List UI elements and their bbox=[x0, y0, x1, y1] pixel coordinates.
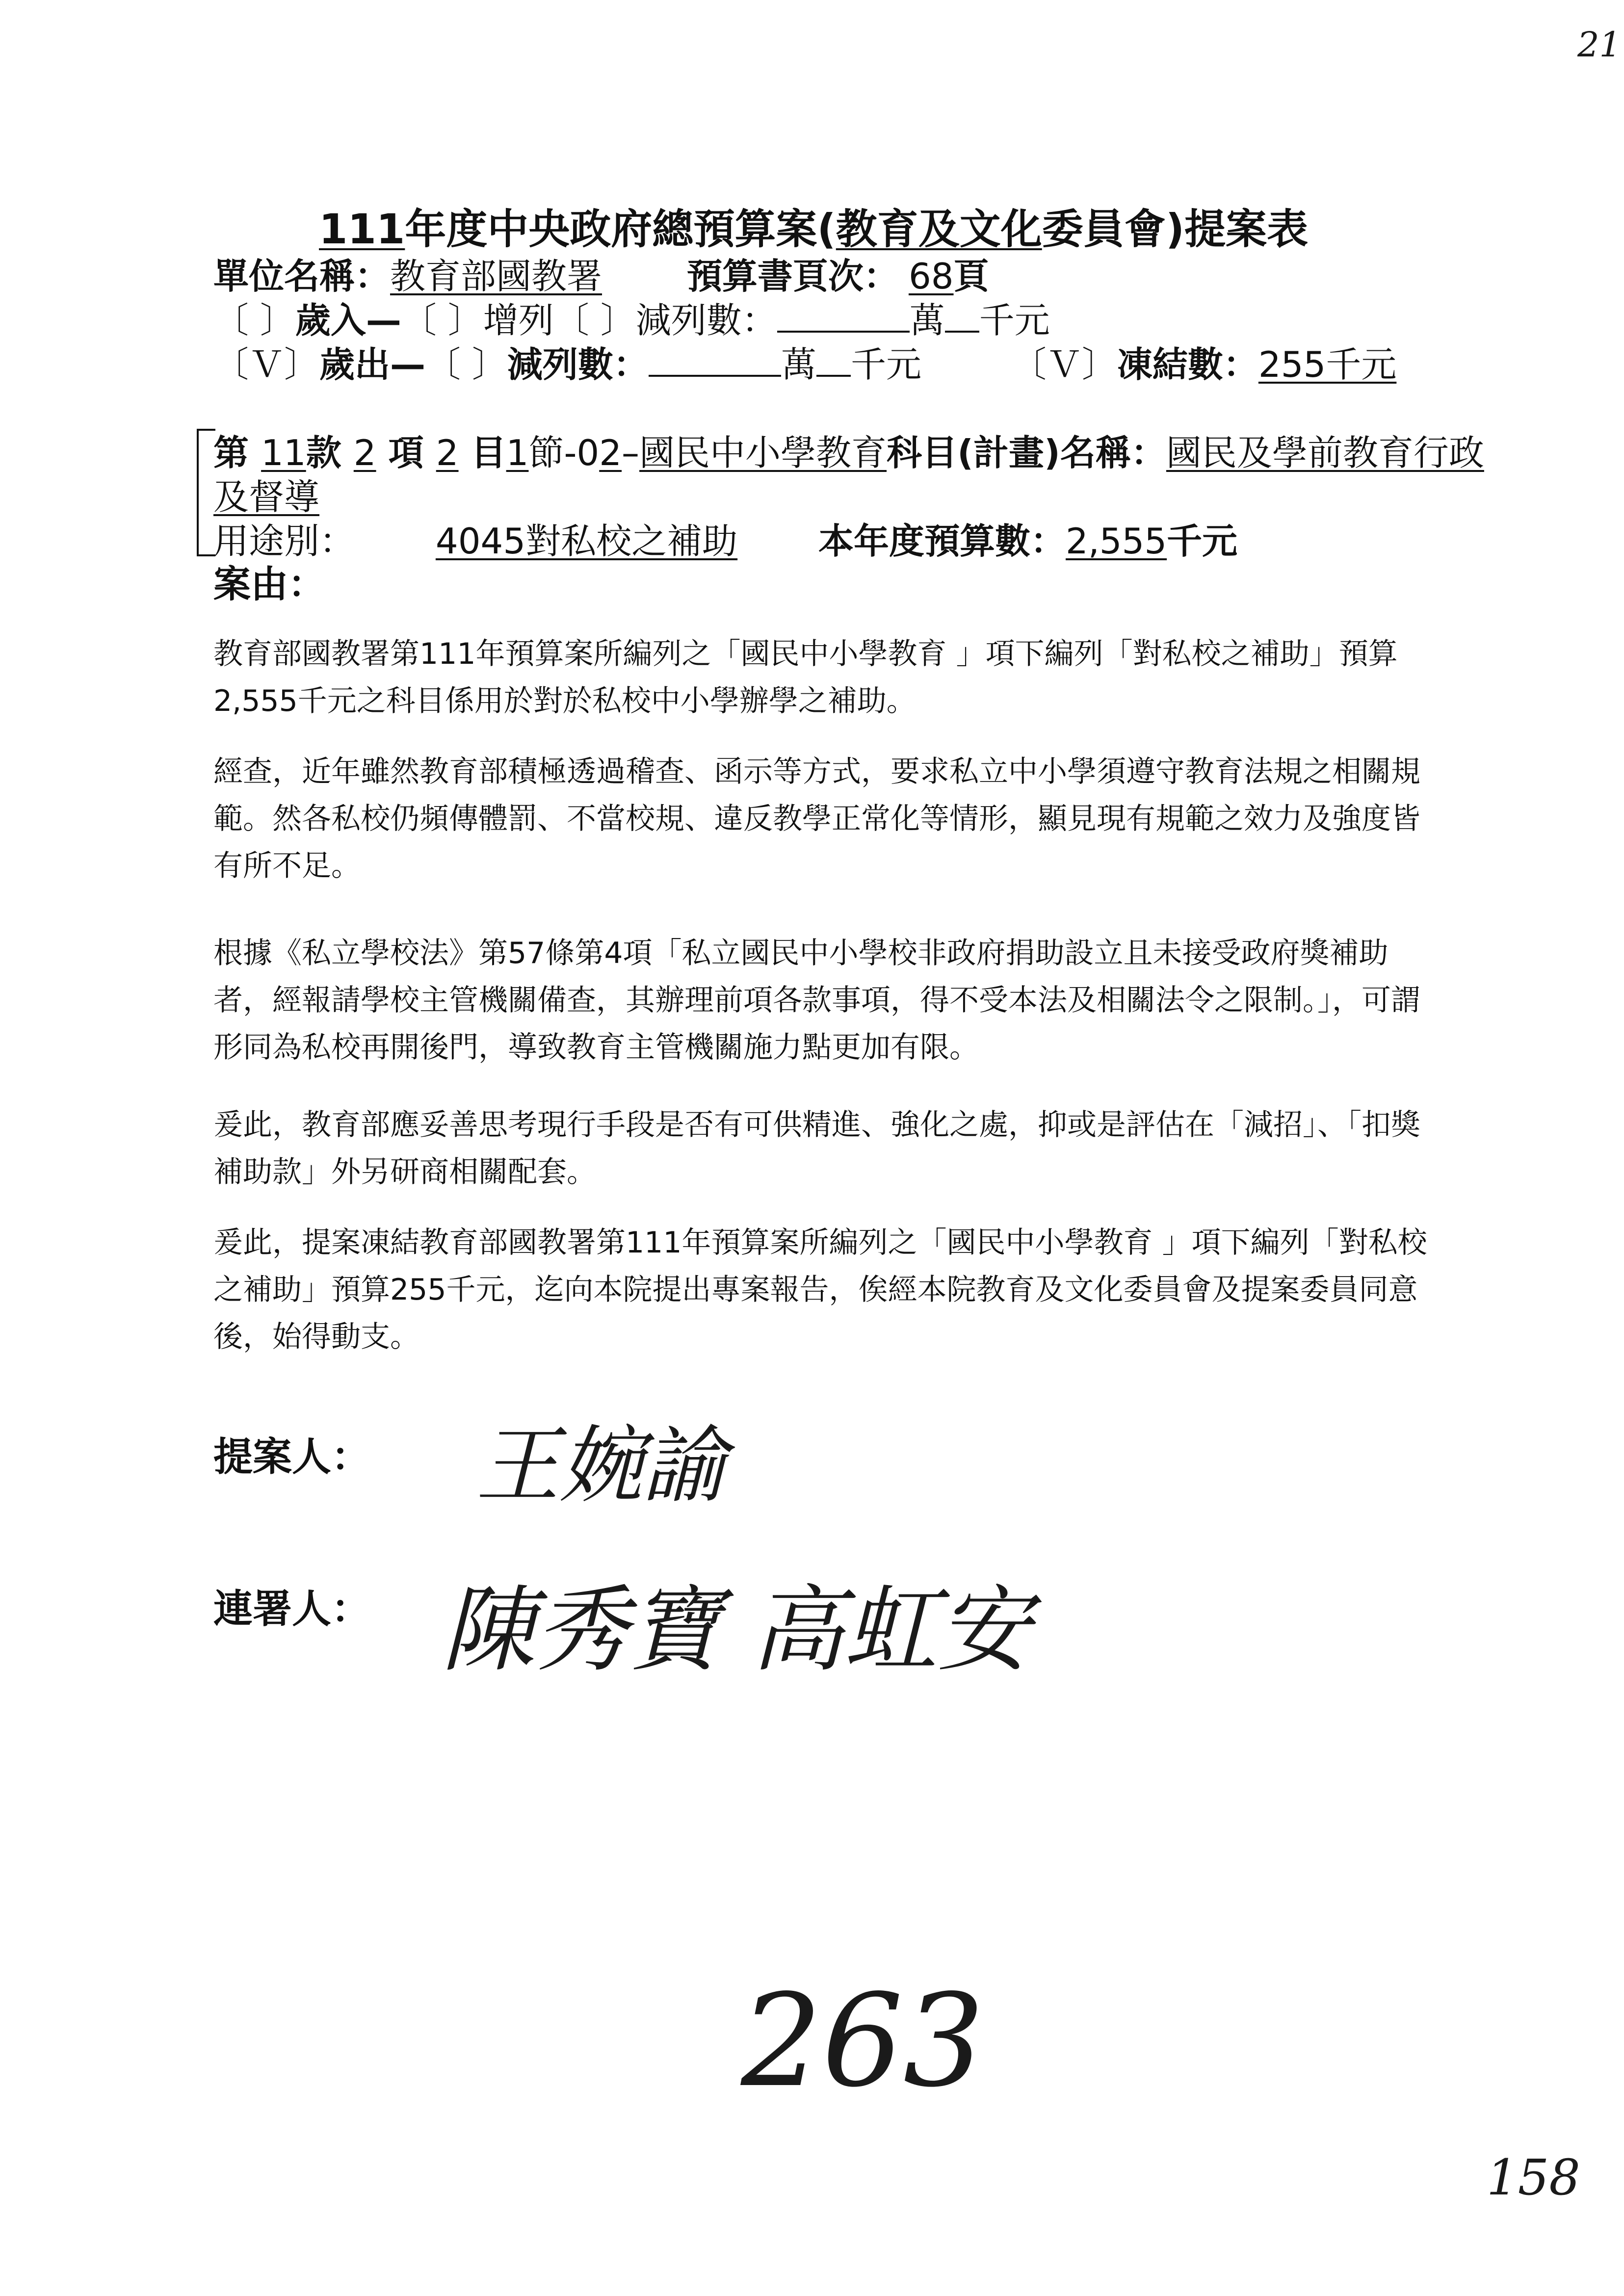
revenue-add-checkbox: 〔 〕 bbox=[401, 300, 483, 341]
page-ref-unit: 頁 bbox=[953, 256, 989, 297]
revenue-label: 歲入— bbox=[295, 300, 401, 341]
budget-unit: 千元 bbox=[1167, 521, 1238, 562]
freeze-label: 凍結數： bbox=[1117, 344, 1258, 385]
freeze-value: 255千元 bbox=[1258, 344, 1397, 385]
page-annotation-top-right: 21 bbox=[1577, 25, 1622, 65]
title-post: 委員會)提案表 bbox=[1042, 205, 1309, 253]
page-annotation-bottom-center: 263 bbox=[741, 1967, 985, 2115]
title-year: 111 bbox=[319, 205, 405, 253]
subject-mu: 2 bbox=[436, 432, 459, 473]
proposer-label: 提案人： bbox=[213, 1434, 370, 1480]
expense-line bbox=[213, 336, 1396, 387]
subject-p3: 項 bbox=[376, 432, 436, 473]
revenue-cut-label: 減列數： bbox=[635, 300, 777, 341]
paragraph-4: 爰此，教育部應妥善思考現行手段是否有可供精進、強化之處，抑或是評估在「減招」、「扣獎補助款」外另研商相關配套。 bbox=[213, 1108, 1420, 1189]
revenue-wan-blank bbox=[777, 301, 910, 333]
subject-p6: – bbox=[622, 432, 640, 473]
subject-xiang: 2 bbox=[353, 432, 376, 473]
subject-name-line2: 及督導 bbox=[213, 476, 320, 518]
subject-p2: 款 bbox=[306, 432, 354, 473]
expense-cut-label: 減列數： bbox=[507, 344, 649, 385]
subject-line-2 bbox=[213, 469, 319, 520]
subject-line bbox=[213, 424, 1484, 475]
cosigner-label: 連署人： bbox=[213, 1586, 370, 1632]
unit-label: 單位名稱： bbox=[213, 256, 391, 297]
subject-plan: 國民中小學教育 bbox=[639, 432, 887, 473]
title-pre: 年度中央政府總預算案( bbox=[405, 205, 836, 253]
budget-value: 2,555 bbox=[1066, 521, 1167, 562]
revenue-qian-blank bbox=[945, 301, 979, 333]
subject-p5: 節-0 bbox=[528, 432, 600, 473]
revenue-wan: 萬 bbox=[909, 300, 945, 341]
cosigner-signature: 陳秀寶 高虹安 bbox=[442, 1576, 1031, 1684]
expense-label: 歲出— bbox=[319, 344, 426, 385]
revenue-line bbox=[213, 292, 1050, 343]
paragraph-2: 經查，近年雖然教育部積極透過稽查、函示等方式，要求私立中小學須遵守教育法規之相關規範。然各私校仍頻傳體罰、不當校規、違反教學正常化等情形，顯見現有規範之效力及強度皆有所不足。 bbox=[213, 755, 1420, 883]
reason-label: 案由： bbox=[213, 562, 325, 606]
subject-jie2: 2 bbox=[599, 432, 622, 473]
expense-wan: 萬 bbox=[781, 344, 816, 385]
revenue-checkbox: 〔 〕 bbox=[213, 300, 295, 341]
expense-wan-blank bbox=[649, 345, 781, 377]
proposer-signature: 王婉諭 bbox=[476, 1417, 727, 1514]
subject-p1: 第 bbox=[213, 432, 262, 473]
subject-p7: 科目(計畫)名稱： bbox=[887, 432, 1166, 473]
expense-cut-checkbox: 〔 〕 bbox=[425, 344, 507, 385]
budget-label: 本年度預算數： bbox=[818, 521, 1066, 562]
usage-label: 用途別： bbox=[213, 521, 355, 562]
revenue-cut-checkbox: 〔 〕 bbox=[553, 300, 636, 341]
form-title bbox=[319, 196, 1308, 256]
usage-line bbox=[213, 513, 1237, 564]
expense-qian-blank bbox=[816, 345, 851, 377]
page-ref-value: 68 bbox=[908, 256, 954, 297]
revenue-qian: 千元 bbox=[979, 300, 1050, 341]
subject-jie: 1 bbox=[506, 432, 529, 473]
revenue-add-label: 增列 bbox=[483, 300, 554, 341]
page-annotation-bottom-right: 158 bbox=[1487, 2149, 1580, 2206]
expense-qian: 千元 bbox=[850, 344, 921, 385]
paragraph-3: 根據《私立學校法》第57條第4項「私立國民中小學校非政府捐助設立且未接受政府獎補助者，經報請學校主管機關備查，其辦理前項各款事項，得不受本法及相關法令之限制。」，可謂形同為私校再開後門，導致教育主管機關施力點更加有限。 bbox=[213, 936, 1420, 1065]
subject-p4: 目 bbox=[458, 432, 506, 473]
title-committee: 教育及文化 bbox=[836, 205, 1042, 253]
freeze-checkbox: 〔Ｖ〕 bbox=[1011, 344, 1117, 385]
paragraph-5: 爰此，提案凍結教育部國教署第111年預算案所編列之「國民中小學教育 」項下編列「對私校之補助」預算255千元，迄向本院提出專案報告，俟經本院教育及文化委員會及提案委員同意後，始得動支。 bbox=[213, 1226, 1427, 1354]
unit-line bbox=[213, 248, 989, 299]
subject-name-line1: 國民及學前教育行政 bbox=[1166, 432, 1484, 473]
page-ref-label: 預算書頁次： bbox=[686, 256, 899, 297]
paragraph-1: 教育部國教署第111年預算案所編列之「國民中小學教育 」項下編列「對私校之補助」預算2,555千元之科目係用於對於私校中小學辦學之補助。 bbox=[213, 637, 1398, 718]
usage-value: 4045對私校之補助 bbox=[435, 521, 738, 562]
unit-value: 教育部國教署 bbox=[390, 256, 602, 297]
expense-checkbox: 〔Ｖ〕 bbox=[213, 344, 320, 385]
subject-kuan: 11 bbox=[261, 432, 306, 473]
